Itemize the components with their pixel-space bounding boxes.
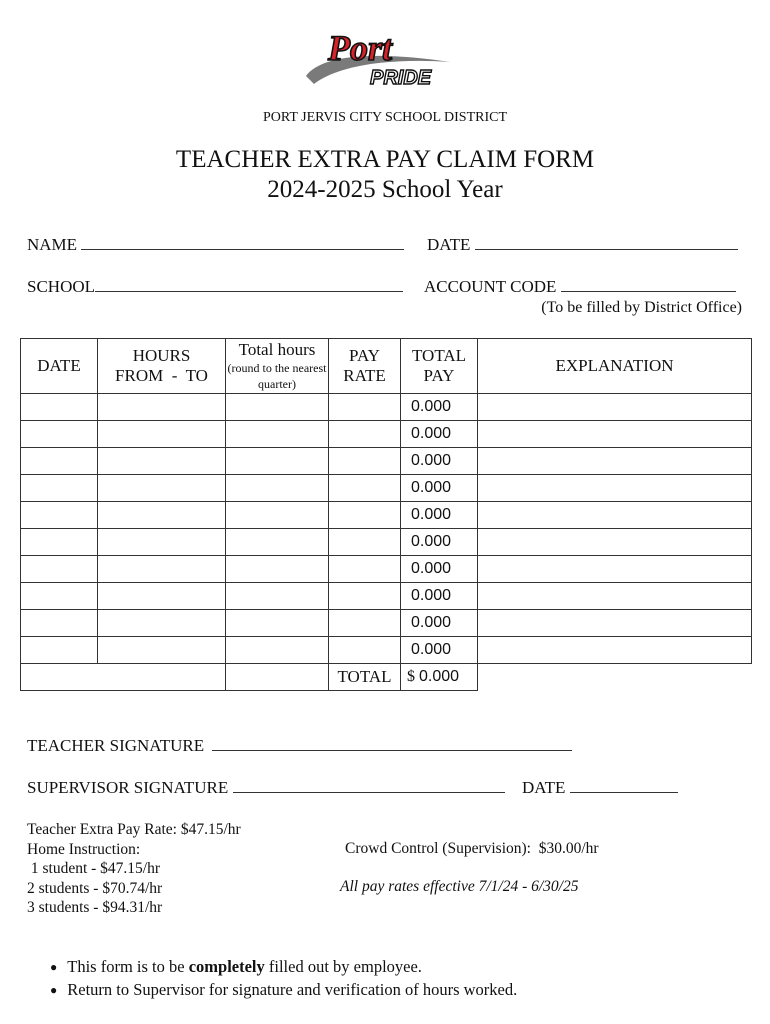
- hours-cell[interactable]: [98, 610, 226, 637]
- date-cell[interactable]: [21, 556, 98, 583]
- supervisor-signature-line[interactable]: [233, 778, 505, 793]
- rate-three-students: 3 students - $94.31/hr: [27, 899, 163, 916]
- total-hours-total-cell[interactable]: [226, 664, 329, 691]
- supervisor-date-line[interactable]: [570, 778, 678, 793]
- hours-cell[interactable]: [98, 421, 226, 448]
- table-row: [21, 610, 752, 637]
- instruction-1-post: filled out by employee.: [264, 957, 422, 976]
- list-item: [50, 979, 517, 1002]
- pay-rate-cell[interactable]: [329, 394, 401, 421]
- pay-rate-cell[interactable]: [329, 556, 401, 583]
- col-hours: [98, 339, 226, 394]
- date-label: DATE: [427, 235, 471, 254]
- explanation-cell[interactable]: [478, 448, 752, 475]
- total-label: TOTAL: [329, 664, 401, 691]
- date-cell[interactable]: [21, 448, 98, 475]
- total-row-empty: [478, 664, 752, 691]
- total-pay-cell: 0.000: [401, 556, 478, 583]
- explanation-cell[interactable]: [478, 583, 752, 610]
- total-hours-cell[interactable]: [226, 637, 329, 664]
- hours-cell[interactable]: [98, 529, 226, 556]
- school-line[interactable]: [95, 277, 403, 292]
- total-hours-cell[interactable]: [226, 475, 329, 502]
- total-pay-cell: 0.000: [401, 475, 478, 502]
- instructions-list: [50, 956, 517, 1002]
- col-explanation: EXPLANATION: [478, 339, 752, 394]
- hours-cell[interactable]: [98, 637, 226, 664]
- total-hours-cell[interactable]: [226, 610, 329, 637]
- instruction-1-pre: This form is to be: [67, 957, 189, 976]
- account-code-field[interactable]: [424, 277, 736, 297]
- currency-symbol: $: [407, 668, 415, 685]
- col-total-hours-label: Total hours: [238, 340, 316, 359]
- teacher-rate: Teacher Extra Pay Rate: $47.15/hr: [27, 821, 241, 838]
- table-row: [21, 556, 752, 583]
- explanation-cell[interactable]: [478, 556, 752, 583]
- form-title: TEACHER EXTRA PAY CLAIM FORM: [175, 146, 595, 173]
- col-hours-bottom: FROM - TO: [115, 366, 208, 385]
- rates-effective-note: All pay rates effective 7/1/24 - 6/30/25: [340, 878, 579, 895]
- account-code-note: (To be filled by District Office): [541, 299, 742, 316]
- total-hours-cell[interactable]: [226, 583, 329, 610]
- hours-cell[interactable]: [98, 475, 226, 502]
- explanation-cell[interactable]: [478, 475, 752, 502]
- total-hours-cell[interactable]: [226, 556, 329, 583]
- pay-rate-cell[interactable]: [329, 637, 401, 664]
- total-pay-cell: 0.000: [401, 637, 478, 664]
- grand-total-cell: [401, 664, 478, 691]
- supervisor-signature-field[interactable]: [27, 778, 505, 798]
- table-row: [21, 394, 752, 421]
- col-pay-rate-bottom: RATE: [343, 366, 386, 385]
- instruction-2: Return to Supervisor for signature and verification of hours worked.: [67, 980, 518, 999]
- total-hours-cell[interactable]: [226, 502, 329, 529]
- pay-rates: [27, 820, 241, 918]
- instruction-1-bold: completely: [188, 957, 265, 976]
- pay-rate-cell[interactable]: [329, 583, 401, 610]
- supervisor-date-field[interactable]: [522, 778, 678, 798]
- pay-rate-cell[interactable]: [329, 529, 401, 556]
- date-cell[interactable]: [21, 475, 98, 502]
- total-pay-cell: 0.000: [401, 394, 478, 421]
- hours-cell[interactable]: [98, 448, 226, 475]
- account-code-line[interactable]: [561, 277, 736, 292]
- col-date: DATE: [21, 339, 98, 394]
- col-pay-rate: [329, 339, 401, 394]
- claims-table: [20, 338, 752, 691]
- school-field[interactable]: [27, 277, 403, 297]
- date-cell[interactable]: [21, 421, 98, 448]
- hours-cell[interactable]: [98, 556, 226, 583]
- supervisor-signature-label: SUPERVISOR SIGNATURE: [27, 778, 229, 797]
- total-row-spacer: [21, 664, 226, 691]
- name-line[interactable]: [81, 235, 404, 250]
- col-total-pay: [401, 339, 478, 394]
- explanation-cell[interactable]: [478, 529, 752, 556]
- school-label: SCHOOL: [27, 277, 96, 296]
- total-hours-cell[interactable]: [226, 529, 329, 556]
- col-total-hours-note: (round to the nearest quarter): [227, 361, 327, 391]
- explanation-cell[interactable]: [478, 502, 752, 529]
- total-row: [21, 664, 752, 691]
- date-cell[interactable]: [21, 637, 98, 664]
- teacher-signature-line[interactable]: [212, 736, 572, 751]
- table-row: [21, 448, 752, 475]
- explanation-cell[interactable]: [478, 421, 752, 448]
- col-total-hours: [226, 339, 329, 394]
- table-row: [21, 583, 752, 610]
- crowd-control-rate: Crowd Control (Supervision): $30.00/hr: [345, 840, 599, 857]
- total-pay-cell: 0.000: [401, 529, 478, 556]
- date-cell[interactable]: [21, 529, 98, 556]
- col-pay-rate-top: PAY: [349, 346, 380, 365]
- grand-total-value: 0.000: [419, 668, 460, 685]
- teacher-signature-field[interactable]: [27, 736, 572, 756]
- date-line[interactable]: [475, 235, 738, 250]
- teacher-signature-label: TEACHER SIGNATURE: [27, 736, 205, 755]
- logo-port-text: Port: [328, 28, 393, 68]
- rate-one-student: 1 student - $47.15/hr: [27, 860, 161, 877]
- name-field[interactable]: [27, 235, 404, 255]
- date-cell[interactable]: [21, 394, 98, 421]
- list-item: [50, 956, 517, 979]
- total-pay-cell: 0.000: [401, 502, 478, 529]
- total-hours-cell[interactable]: [226, 448, 329, 475]
- school-year: 2024-2025 School Year: [267, 176, 503, 203]
- logo-pride-text: PRIDE: [370, 67, 432, 89]
- district-name: PORT JERVIS CITY SCHOOL DISTRICT: [262, 110, 508, 125]
- explanation-cell[interactable]: [478, 610, 752, 637]
- pay-rate-cell[interactable]: [329, 610, 401, 637]
- date-cell[interactable]: [21, 502, 98, 529]
- pay-rate-cell[interactable]: [329, 448, 401, 475]
- total-pay-cell: 0.000: [401, 421, 478, 448]
- table-row: [21, 529, 752, 556]
- hours-cell[interactable]: [98, 583, 226, 610]
- supervisor-date-label: DATE: [522, 778, 566, 797]
- date-cell[interactable]: [21, 583, 98, 610]
- table-row: [21, 637, 752, 664]
- table-row: [21, 502, 752, 529]
- table-row: [21, 421, 752, 448]
- col-total-pay-top: TOTAL: [411, 346, 467, 365]
- account-code-label: ACCOUNT CODE: [424, 277, 557, 296]
- pay-rate-cell[interactable]: [329, 475, 401, 502]
- total-pay-cell: 0.000: [401, 583, 478, 610]
- col-hours-top: HOURS: [132, 346, 191, 365]
- total-hours-cell[interactable]: [226, 421, 329, 448]
- port-pride-logo: [300, 24, 462, 94]
- total-pay-cell: 0.000: [401, 610, 478, 637]
- col-total-pay-bottom: PAY: [423, 366, 455, 385]
- date-field[interactable]: [427, 235, 738, 255]
- pay-rate-cell[interactable]: [329, 502, 401, 529]
- rate-two-students: 2 students - $70.74/hr: [27, 879, 163, 897]
- hours-cell[interactable]: [98, 394, 226, 421]
- total-pay-cell: 0.000: [401, 448, 478, 475]
- total-hours-cell[interactable]: [226, 394, 329, 421]
- home-instruction-label: Home Instruction:: [27, 840, 141, 858]
- pay-rate-cell[interactable]: [329, 421, 401, 448]
- explanation-cell[interactable]: [478, 394, 752, 421]
- hours-cell[interactable]: [98, 502, 226, 529]
- table-row: [21, 475, 752, 502]
- explanation-cell[interactable]: [478, 637, 752, 664]
- date-cell[interactable]: [21, 610, 98, 637]
- table-header-row: [21, 339, 752, 394]
- name-label: NAME: [27, 235, 78, 254]
